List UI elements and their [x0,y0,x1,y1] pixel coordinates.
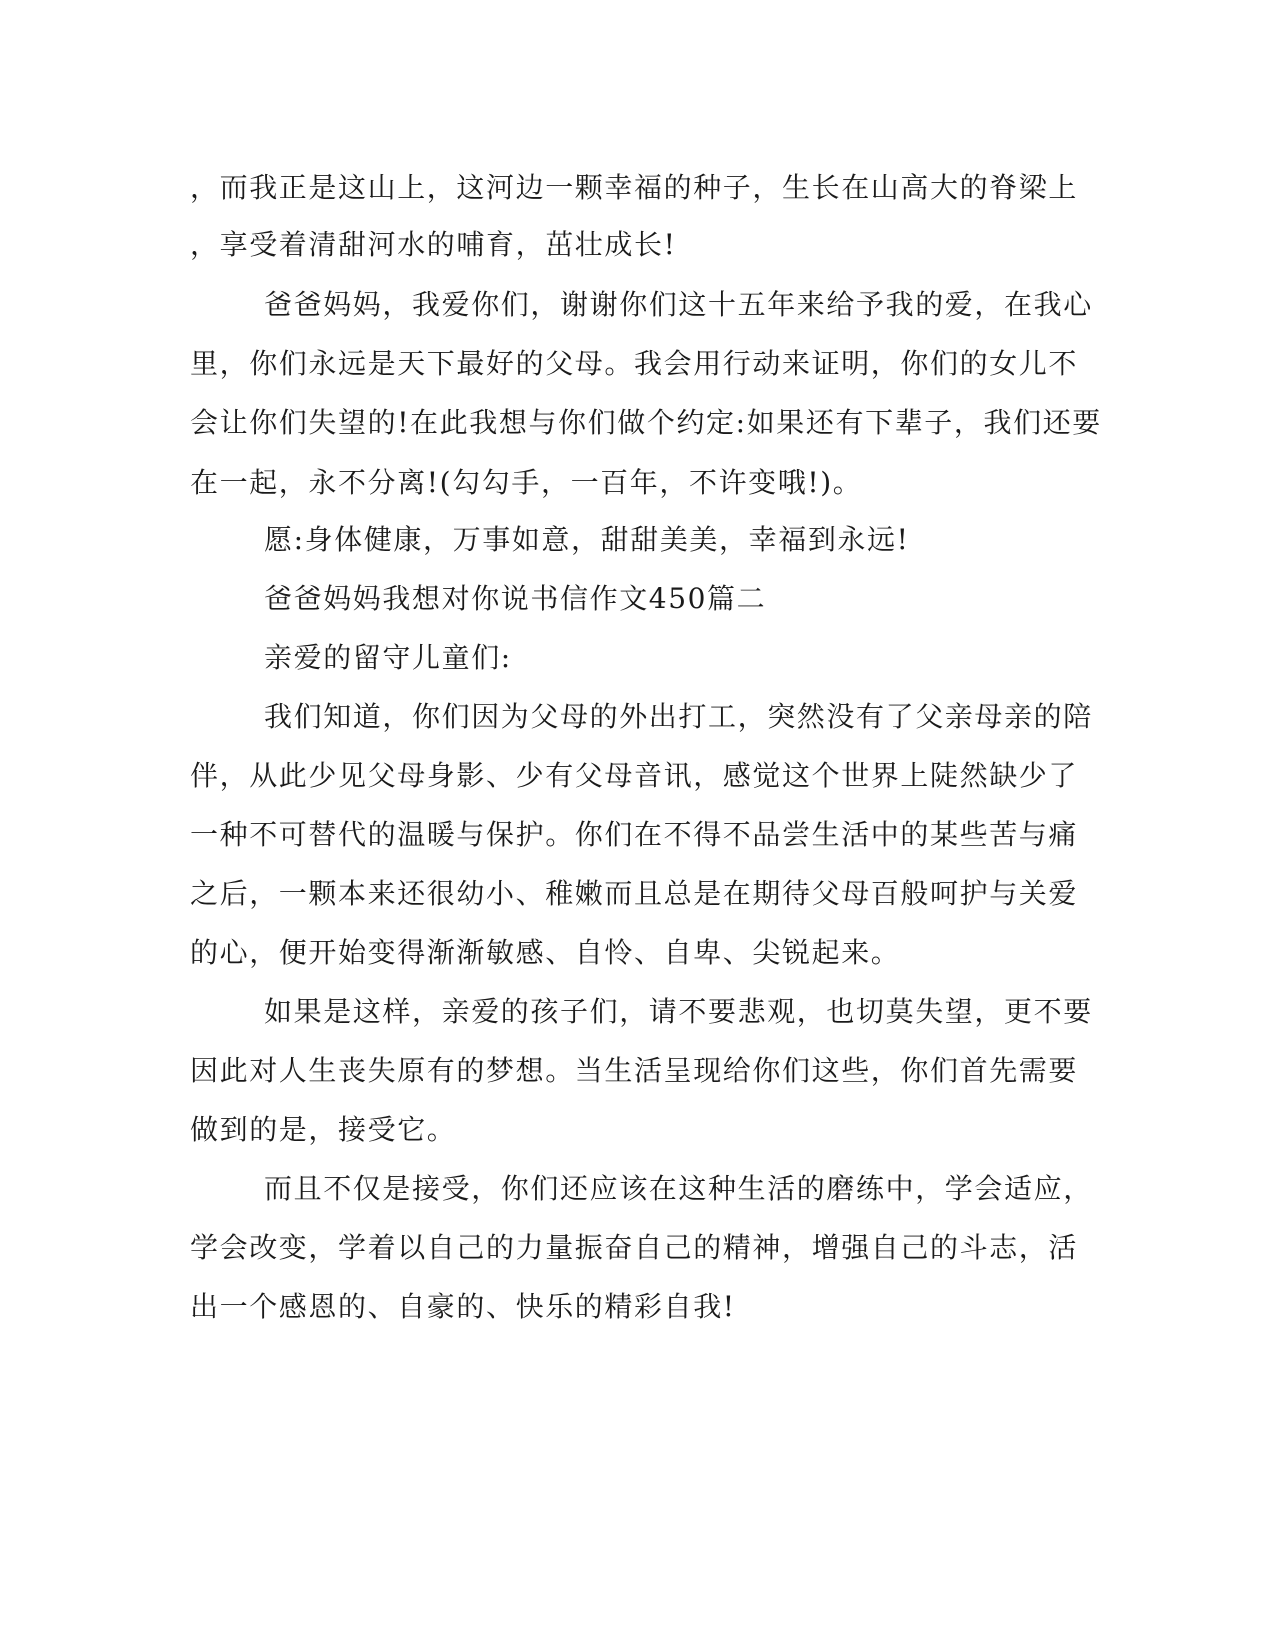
salutation: 亲爱的留守儿童们: [264,641,512,674]
paragraph-start-line: 而且不仅是接受，你们还应该在这种生活的磨练中，学会适应， [264,1172,1093,1205]
paragraph-start-line: 如果是这样，亲爱的孩子们，请不要悲观，也切莫失望，更不要 [264,995,1093,1028]
text-line: 因此对人生丧失原有的梦想。当生活呈现给你们这些，你们首先需要 [190,1054,1079,1087]
text-line: 里，你们永远是天下最好的父母。我会用行动来证明，你们的女儿不 [190,347,1079,380]
text-line: ，而我正是这山上，这河边一颗幸福的种子，生长在山高大的脊梁上 [190,171,1079,204]
text-line: 之后，一颗本来还很幼小、稚嫩而且总是在期待父母百般呵护与关爱 [190,877,1079,910]
text-line: 出一个感恩的、自豪的、快乐的精彩自我! [190,1290,736,1323]
text-line: 做到的是，接受它。 [190,1113,457,1146]
text-line: 的心，便开始变得渐渐敏感、自怜、自卑、尖锐起来。 [190,936,901,969]
text-line: ，享受着清甜河水的哺育，茁壮成长! [190,228,677,261]
text-line: 伴，从此少见父母身影、少有父母音讯，感觉这个世界上陡然缺少了 [190,759,1079,792]
section-heading: 爸爸妈妈我想对你说书信作文450篇二 [264,582,767,615]
text-line: 会让你们失望的!在此我想与你们做个约定:如果还有下辈子，我们还要 [190,406,1102,439]
paragraph-start-line: 爸爸妈妈，我爱你们，谢谢你们这十五年来给予我的爱，在我心 [264,288,1093,321]
text-line: 在一起，永不分离!(勾勾手，一百年，不许变哦!)。 [190,466,863,499]
paragraph-start-line: 我们知道，你们因为父母的外出打工，突然没有了父亲母亲的陪 [264,700,1093,733]
paragraph-start-line: 愿:身体健康，万事如意，甜甜美美，幸福到永远! [264,523,910,556]
text-line: 一种不可替代的温暖与保护。你们在不得不品尝生活中的某些苦与痛 [190,818,1079,851]
text-line: 学会改变，学着以自己的力量振奋自己的精神，增强自己的斗志，活 [190,1231,1079,1264]
